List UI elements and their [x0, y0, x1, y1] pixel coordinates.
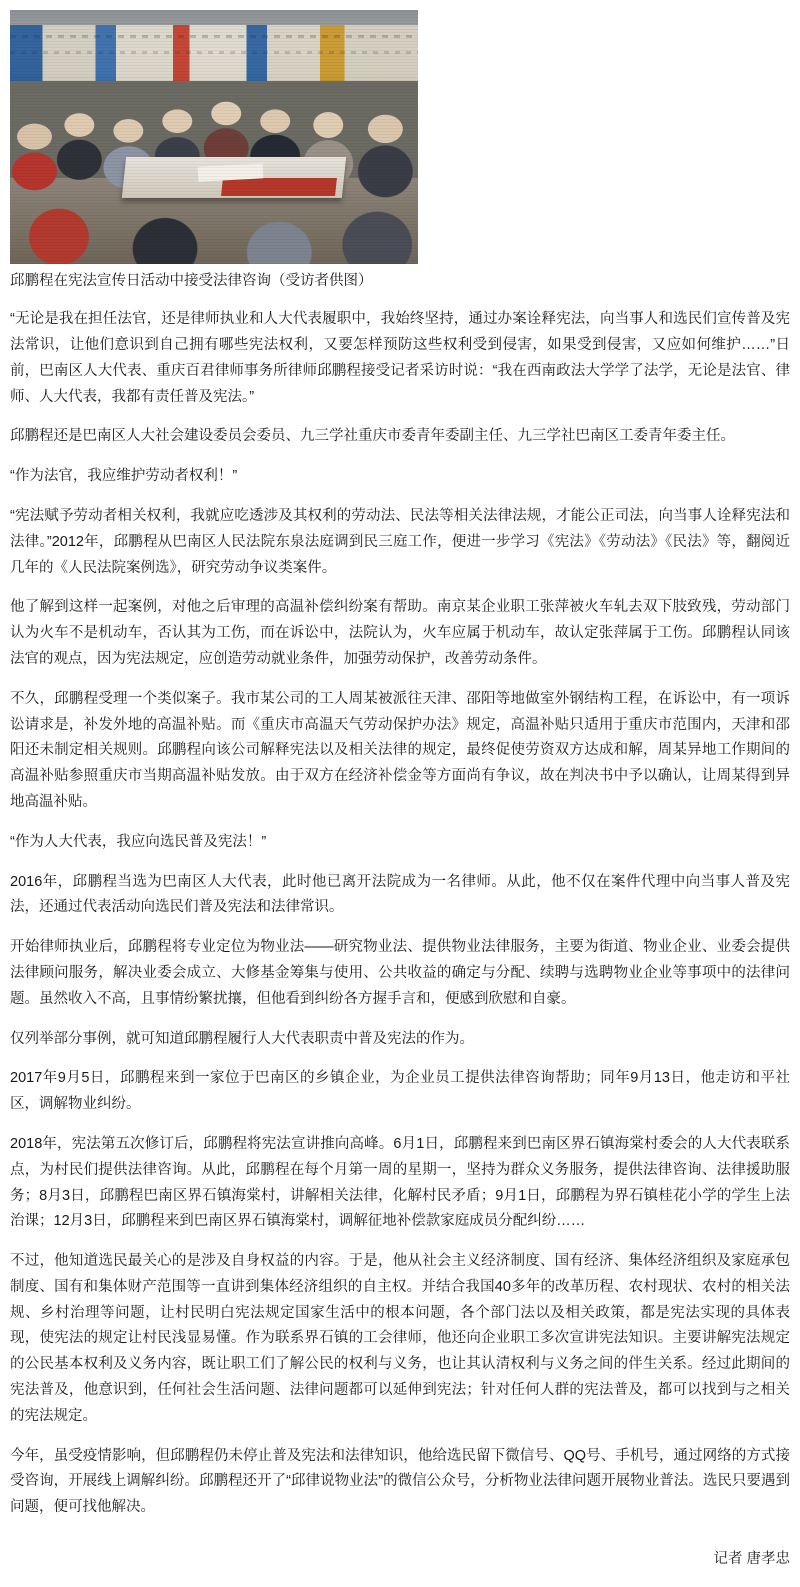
- photo-caption: 邱鹏程在宪法宣传日活动中接受法律咨询（受访者供图）: [10, 273, 373, 289]
- article-paragraph: 不久，邱鹏程受理一个类似案子。我市某公司的工人周某被派往天津、邵阳等地做室外钢结构工程，在诉讼中，有一项诉讼请求是，补发外地的高温补贴。而《重庆市高温天气劳动保护办法》规定，高温补贴只适用于重庆市范围内，天津和邵阳还未制定相关规则。邱鹏程向该公司解释宪法以及相关法律的规定，最终促使劳资双方达成和解，周某异地工作期间的高温补贴参照重庆市当期高温补贴发放。由于双方在经济补偿金等方面尚有争议，故在判决书中予以确认，让周某得到异地高温补贴。: [10, 690, 790, 810]
- article-paragraph: “无论是我在担任法官，还是律师执业和人大代表履职中，我始终坚持，通过办案诠释宪法，向当事人和选民们宣传普及宪法常识，让他们意识到自己拥有哪些宪法权利，又要怎样预防这些权利受到侵害，如果受到侵害，又应如何维护……”日前，巴南区人大代表、重庆百君律师事务所律师邱鹏程接受记者采访时说：“我在西南政法大学学了法学，无论是法官、律师、人大代表，我都有责任普及宪法。”: [10, 311, 790, 405]
- article-paragraph: 仅列举部分事例，就可知道邱鹏程履行人大代表职责中普及宪法的作为。: [10, 1030, 474, 1047]
- article-paragraph: 开始律师执业后，邱鹏程将专业定位为物业法——研究物业法、提供物业法律服务，主要为街道、物业企业、业委会提供法律顾问服务，解决业委会成立、大修基金筹集与使用、公共收益的确定与分配、续聘与选聘物业企业等事项中的法律问题。虽然收入不高，且事情纷繁扰攘，但他看到纠纷各方握手言和，便感到欣慰和自豪。: [10, 939, 790, 1007]
- photo-red-tablecloth: [221, 178, 337, 196]
- article-paragraph: 今年，虽受疫情影响，但邱鹏程仍未停止普及宪法和法律知识，他给选民留下微信号、QQ号、手机号，通过网络的方式接受咨询，开展线上调解纠纷。邱鹏程还开了“邱律说物业法”的微信公众号，分析物业法律问题开展物业普法。选民只要遇到问题，便可找他解决。: [10, 1447, 790, 1516]
- article-paragraph: 他了解到这样一起案例，对他之后审理的高温补偿纠纷案有帮助。南京某企业职工张萍被火车轧去双下肢致残，劳动部门认为火车不是机动车，否认其为工伤，而在诉讼中，法院认为，火车应属于机动车，故认定张萍属于工伤。邱鹏程认同该法官的观点，因为宪法规定，应创造劳动就业条件，加强劳动保护，改善劳动条件。: [10, 599, 790, 667]
- article-body: [10, 307, 790, 1521]
- article-paragraph: 2017年9月5日，邱鹏程来到一家位于巴南区的乡镇企业，为企业员工提供法律咨询帮助；同年9月13日，他走访和平社区，调解物业纠纷。: [10, 1070, 790, 1113]
- article-paragraph: 不过，他知道选民最关心的是涉及自身权益的内容。于是，他从社会主义经济制度、国有经济、集体经济组织及家庭承包制度、国有和集体财产范围等一直讲到集体经济组织的自主权。并结合我国40多年的改革历程、农村现状、农村的相关法规、乡村治理等问题，让村民明白宪法规定国家生活中的根本问题，各个部门法以及相关政策，都是宪法实现的具体表现，使宪法的规定让村民浅显易懂。作为联系界石镇的工会律师，他还向企业职工多次宣讲宪法知识。主要讲解宪法规定的公民基本权利及义务内容，既让职工们了解公民的权利与义务，也让其认清权利与义务之间的伴生关系。经过此期间的宪法普及，他意识到，任何社会生活问题、法律问题都可以延伸到宪法；针对任何人群的宪法普及，都可以找到与之相关的宪法规定。: [10, 1253, 790, 1424]
- article-paragraph: 2016年，邱鹏程当选为巴南区人大代表，此时他已离开法院成为一名律师。从此，他不仅在案件代理中向当事人普及宪法，还通过代表活动向选民们普及宪法和法律常识。: [10, 873, 790, 916]
- article-paragraph: “作为法官，我应维护劳动者权利！”: [10, 468, 238, 485]
- article-paragraph: 2018年，宪法第五次修订后，邱鹏程将宪法宣讲推向高峰。6月1日，邱鹏程来到巴南区界石镇海棠村委会的人大代表联系点，为村民们提供法律咨询。从此，邱鹏程在每个月第一周的星期一，坚持为群众义务服务，提供法律咨询、法律援助服务；8月3日，邱鹏程巴南区界石镇海棠村，讲解相关法律，化解村民矛盾；9月1日，邱鹏程为界石镇桂花小学的学生上法治课；12月3日，邱鹏程来到巴南区界石镇海棠村，调解征地补偿款家庭成员分配纠纷……: [10, 1135, 790, 1230]
- photo-banner-text-line-1: [10, 35, 418, 38]
- article-paragraph: 邱鹏程还是巴南区人大社会建设委员会委员、九三学社重庆市委青年委副主任、九三学社巴南区工委青年委主任。: [10, 428, 735, 445]
- article-photo: [10, 10, 418, 264]
- article-paragraph: “作为人大代表，我应向选民普及宪法！”: [10, 833, 267, 850]
- article-paragraph: “宪法赋予劳动者相关权利，我就应吃透涉及其权利的劳动法、民法等相关法律法规，才能公正司法，向当事人诠释宪法和法律。”2012年，邱鹏程从巴南区人民法院东泉法庭调到民三庭工作，便进一步学习《宪法》《劳动法》《民法》等，翻阅近几年的《人民法院案例选》，研究劳动争议类案件。: [10, 507, 790, 576]
- article-byline: 记者 唐孝忠: [713, 1551, 790, 1568]
- article-figure: [10, 10, 790, 293]
- photo-banner-text-line-2: [10, 51, 418, 54]
